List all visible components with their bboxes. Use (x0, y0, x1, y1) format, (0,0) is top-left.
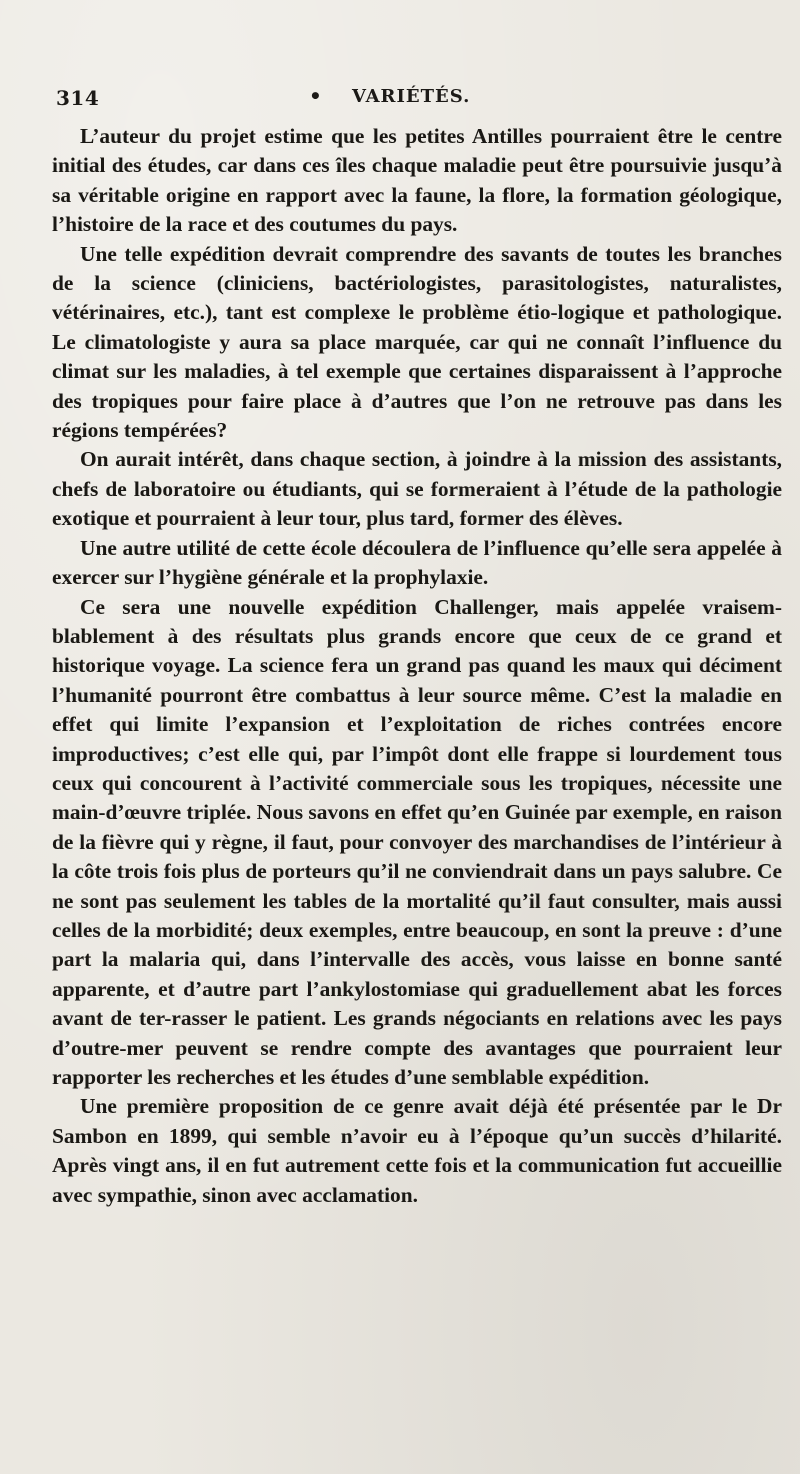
paragraph: On aurait intérêt, dans chaque section, à joindre à la mission des assistants, chefs de laboratoire ou étudiants, qui se formeraient à l’étude de la pathologie exotique et pourraient à leur tour, plus tard, former des élèves. (52, 447, 782, 531)
paragraph: Une telle expédition devrait comprendre des savants de toutes les branches de la science (cliniciens, bactériologistes, parasitologistes, naturalistes, vétérinaires, etc.), tant est complexe le problème étio-logique et pathologique. Le climatologiste y aura sa place marquée, car qui ne connaît l’influence du climat sur les maladies, à tel exemple que certaines disparaissent à l’approche des tropiques pour faire place à d’autres que l’on ne retrouve pas dans les régions tempérées? (52, 241, 782, 443)
body-text (52, 122, 782, 1210)
paragraph: L’auteur du projet estime que les petites Antilles pourraient être le centre initial des études, car dans ces îles chaque maladie peut être poursuivie jusqu’à sa véritable origine en rapport avec la faune, la flore, la formation géologique, l’histoire de la race et des coutumes du pays. (52, 124, 782, 237)
paragraph: Ce sera une nouvelle expédition Challenger, mais appelée vraisem-blablement à des résultats plus grands encore que ceux de ce grand et historique voyage. La science fera un grand pas quand les maux qui déciment l’humanité pourront être combattus à leur source même. C’est la maladie en effet qui limite l’expansion et l’exploitation de riches contrées encore improductives; c’est elle qui, par l’impôt dont elle frappe si lourdement tous ceux qui concourent à l’activité commerciale sous les tropiques, nécessite une main-d’œuvre triplée. Nous savons en effet qu’en Guinée par exemple, en raison de la fièvre qui y règne, il faut, pour convoyer des marchandises de l’intérieur à la côte trois fois plus de porteurs qu’il ne conviendrait dans un pays salubre. Ce ne sont pas seulement les tables de la mortalité qu’il faut consulter, mais aussi celles de la morbidité; deux exemples, entre beaucoup, en sont la preuve : d’une part la malaria qui, dans l’intervalle des accès, vous laisse en bonne santé apparente, et d’autre part l’ankylostomiase qui graduellement abat les forces avant de ter-rasser le patient. Les grands négociants en relations avec les pays d’outre-mer peuvent se rendre compte des avantages que pourraient leur rapporter les recherches et les études d’une semblable expédition. (52, 594, 782, 1089)
page-header (52, 80, 782, 114)
running-head: VARIÉTÉS. (352, 86, 471, 107)
paragraph: Une autre utilité de cette école découlera de l’influence qu’elle sera appelée à exercer sur l’hygiène générale et la prophylaxie. (52, 535, 782, 590)
page-number: 314 (56, 86, 100, 110)
header-dot: • (309, 84, 322, 108)
paragraph: Une première proposition de ce genre avait déjà été présentée par le Dr Sambon en 1899, qui semble n’avoir eu à l’époque qu’un succès d’hilarité. Après vingt ans, il en fut autrement cette fois et la communication fut accueillie avec sympathie, sinon avec acclamation. (52, 1094, 782, 1207)
